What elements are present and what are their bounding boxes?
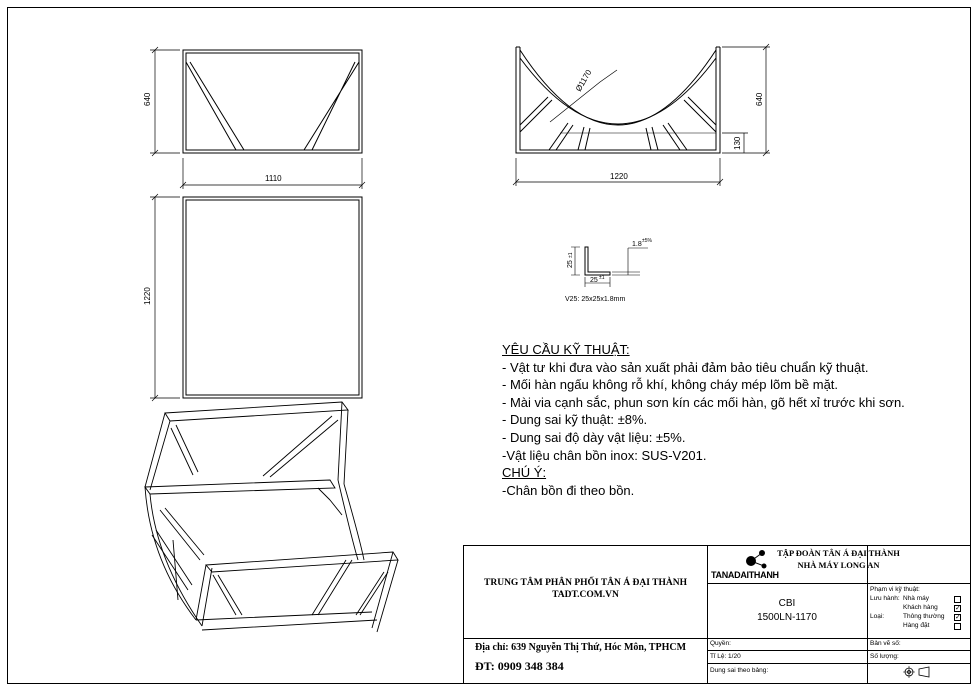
title-block-left — [464, 546, 708, 683]
requirement-item: - Vật tư khi đưa vào sản xuất phải đảm bảo tiêu chuẩn kỹ thuật. — [502, 359, 869, 375]
title-block — [463, 545, 971, 684]
requirement-item: - Mài via cạnh sắc, phun sơn kín các mối hàn, gõ hết xỉ trước khi sơn. — [502, 394, 905, 410]
profile-leg-w-tol: ±1 — [599, 275, 605, 281]
company-line2: NHÀ MÁY LONG AN — [797, 560, 880, 570]
requirement-item: -Vật liệu chân bồn inox: SUS-V201. — [502, 447, 707, 463]
company-line1: TẬP ĐOÀN TÂN Á ĐẠI THÀNH — [777, 548, 900, 558]
profile-leg-w: 25 — [590, 277, 598, 284]
isometric-view — [145, 402, 398, 632]
center-website: TADT.COM.VN — [552, 590, 619, 600]
technical-requirements — [502, 341, 905, 499]
center-name: TRUNG TÂM PHÂN PHỐI TÂN Á ĐẠI THÀNH — [484, 578, 687, 588]
scale-label: Tỉ Lệ: 1/20 — [710, 653, 741, 660]
profile-thickness-tol: ±5% — [642, 238, 652, 244]
plan-view — [150, 194, 362, 401]
type-hot: Hàng đặt — [903, 622, 930, 629]
circulation-label: Lưu hành: — [870, 595, 900, 602]
dim-side-offset: 130 — [733, 136, 742, 150]
dim-side-width: 1220 — [610, 172, 628, 181]
checkbox-factory[interactable] — [954, 596, 961, 603]
requirements-heading: YÊU CẦU KỸ THUẬT: — [502, 342, 630, 357]
type-normal: Thông thường — [903, 613, 945, 620]
address: Địa chỉ: 639 Nguyễn Thị Thứ, Hóc Môn, TPHCM — [475, 642, 687, 653]
checkbox-normal[interactable]: ✓ — [955, 614, 961, 621]
quantity-label: Số lượng: — [870, 653, 899, 660]
distribution-center — [464, 546, 707, 639]
product-model: 1500LN-1170 — [757, 612, 817, 623]
front-view — [150, 47, 365, 189]
checkbox-hot[interactable] — [954, 623, 961, 630]
product-code: CBI — [778, 598, 796, 609]
requirement-item: - Mối hàn ngấu không rỗ khí, không cháy mép lõm bề mặt. — [502, 377, 839, 393]
drawing-number-label: Bản vẽ số: — [870, 640, 901, 647]
quyen-label: Quyền: — [710, 640, 731, 647]
dim-front-width: 1110 — [265, 174, 282, 183]
side-view — [513, 44, 770, 186]
dim-diameter: Ø1170 — [573, 68, 594, 93]
projection-symbol-icon — [901, 665, 941, 679]
phone: ĐT: 0909 348 384 — [475, 659, 564, 673]
note-heading: CHÚ Ý: — [502, 465, 547, 481]
profile-leg-h-tol: ±1 — [568, 252, 574, 258]
logo-text: TANADAITHANH — [711, 570, 779, 580]
profile-leg-h: 25 — [567, 260, 574, 268]
angle-profile — [571, 247, 648, 287]
profile-thickness: 1.8 — [632, 241, 642, 248]
tolerance-table-label: Dung sai theo bảng: — [710, 667, 769, 674]
type-label: Loại: — [870, 613, 885, 620]
circulation-customer: Khách hàng — [903, 604, 938, 611]
requirement-item: - Dung sai kỹ thuật: ±8%. — [502, 412, 648, 428]
requirement-item: - Dung sai độ dày vật liệu: ±5%. — [502, 429, 686, 445]
profile-caption: V25: 25x25x1.8mm — [565, 296, 626, 303]
note-text: -Chân bồn đi theo bồn. — [502, 482, 635, 498]
dim-side-height: 640 — [755, 92, 764, 106]
scope-label: Phạm vi kỹ thuật: — [870, 586, 920, 593]
circulation-factory: Nhà máy — [903, 595, 930, 602]
dim-front-height: 640 — [143, 92, 152, 106]
dim-plan-height: 1220 — [143, 287, 152, 305]
checkbox-customer[interactable]: ✓ — [955, 605, 961, 612]
product-name — [707, 584, 867, 639]
